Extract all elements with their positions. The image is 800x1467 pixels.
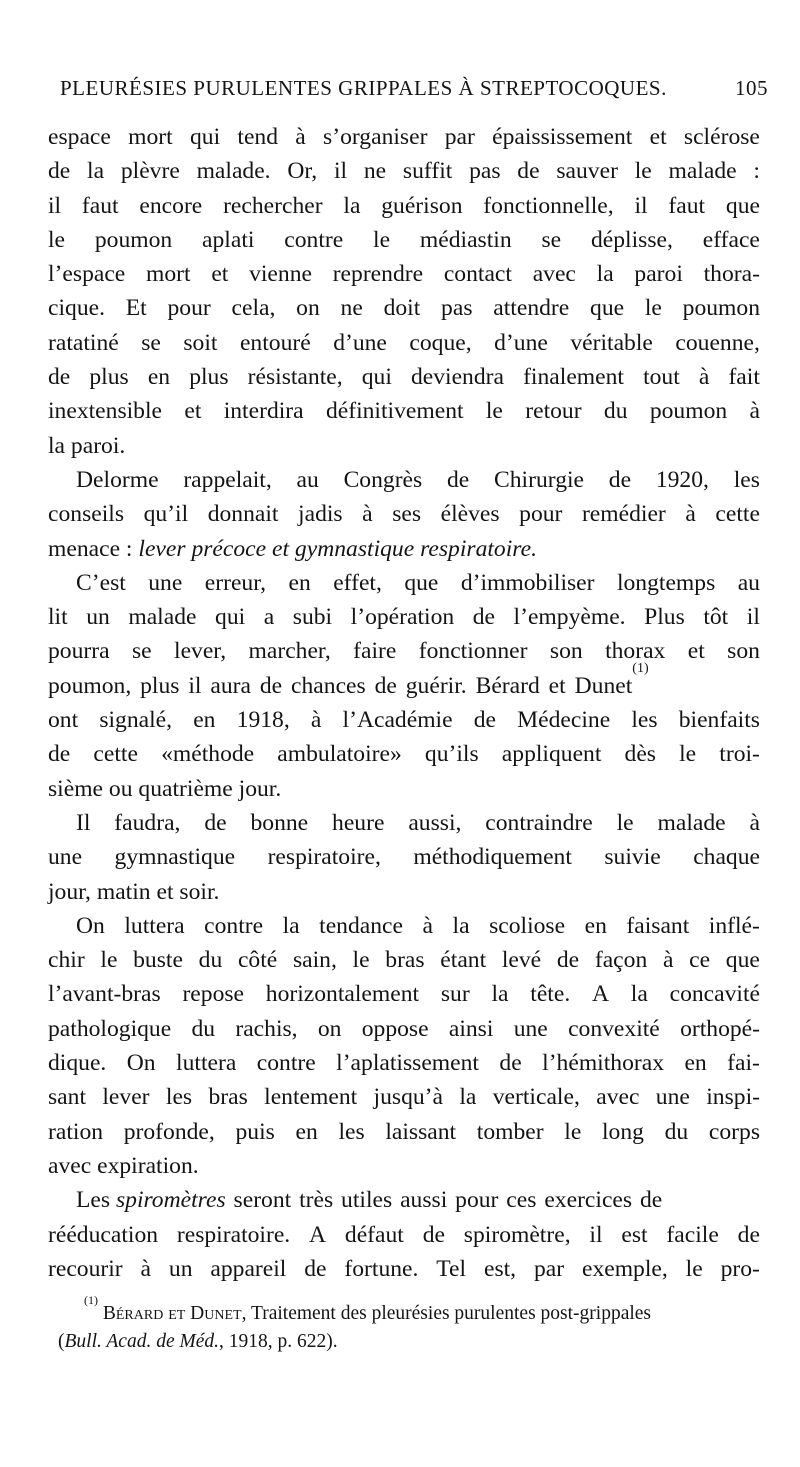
running-header	[60, 76, 768, 101]
footnote-text: , Traitement des pleurésies purulentes post-grippales	[241, 1303, 652, 1324]
footnote-line	[58, 1328, 766, 1356]
text-line: la paroi.	[48, 432, 126, 459]
text-line: rééducation respiratoire. A défaut de spiromètre, il est facile de	[48, 1221, 760, 1248]
text-line	[48, 660, 760, 703]
text-line: jour, matin et soir.	[48, 878, 220, 905]
text-line: On luttera contre la tendance à la scoliose en faisant inflé-	[76, 912, 760, 939]
text-line: pourra se lever, marcher, faire fonctionner son thorax et son	[48, 638, 760, 665]
text-line: inextensible et interdira définitivement le retour du poumon à	[48, 398, 760, 425]
text-line: ration profonde, puis en les laissant tomber le long du corps	[48, 1118, 760, 1145]
footnote-authors: Bérard et Dunet	[102, 1303, 242, 1324]
text-line: conseils qu’il donnait jadis à ses élèves pour remédier à cette	[48, 501, 760, 528]
footnote-reference: (1)	[632, 660, 649, 676]
text-line: Delorme rappelait, au Congrès de Chirurgie de 1920, les	[76, 466, 760, 493]
text-line: sant lever les bras lentement jusqu’à la verticale, avec une inspi-	[48, 1084, 760, 1111]
text-line: dique. On luttera contre l’aplatissement de l’hémithorax en fai-	[48, 1050, 760, 1077]
running-title: PLEURÉSIES PURULENTES GRIPPALES À STREPTOCOQUES.	[60, 76, 667, 100]
text-span: poumon, plus il aura de chances de guérir. Bérard et Dunet	[48, 672, 633, 699]
footnote-text: , 1918, p. 622).	[219, 1331, 338, 1352]
italic-word: spiromètres	[115, 1187, 226, 1214]
footnote-line	[58, 1293, 766, 1328]
text-line: l’espace mort et vienne reprendre contact avec la paroi thora-	[48, 261, 760, 288]
text-line: il faut encore rechercher la guérison fonctionnelle, il faut que	[48, 192, 760, 219]
journal-title: Bull. Acad. de Méd.	[64, 1331, 220, 1352]
text-line: l’avant-bras repose horizontalement sur la tête. A la concavité	[48, 981, 760, 1008]
footnote	[58, 1293, 766, 1356]
page-number: 105	[735, 76, 768, 100]
text-line: espace mort qui tend à s’organiser par épaississement et sclérose	[48, 124, 760, 150]
text-line: recourir à un appareil de fortune. Tel est, par exemple, le pro-	[48, 1255, 760, 1282]
text-line: Il faudra, de bonne heure aussi, contraindre le malade à	[76, 809, 760, 836]
text-line: de la plèvre malade. Or, il ne suffit pas de sauver le malade :	[48, 158, 760, 185]
italic-phrase: lever précoce et gymnastique respiratoire.	[138, 535, 537, 562]
text-span: Les	[76, 1187, 116, 1214]
text-line: lit un malade qui a subi l’opération de l’empyème. Plus tôt il	[48, 604, 760, 631]
text-line: ont signalé, en 1918, à l’Académie de Médecine les bienfaits	[48, 707, 760, 734]
text-line: sième ou quatrième jour.	[48, 775, 282, 802]
text-line	[48, 1183, 760, 1217]
text-span: seront très utiles aussi pour ces exercices de	[225, 1187, 663, 1214]
text-line: chir le buste du côté sain, le bras étant levé de façon à ce que	[48, 947, 760, 974]
text-line: une gymnastique respiratoire, méthodiquement suivie chaque	[48, 844, 760, 871]
text-line: de plus en plus résistante, qui deviendra finalement tout à fait	[48, 364, 760, 391]
text-line: le poumon aplati contre le médiastin se déplisse, efface	[48, 226, 760, 253]
text-line: de cette «méthode ambulatoire» qu’ils appliquent dès le troi-	[48, 741, 760, 768]
footnote-marker: (1)	[84, 1293, 98, 1307]
text-line	[48, 532, 760, 566]
main-text	[48, 120, 760, 1286]
text-line: pathologique du rachis, on oppose ainsi une convexité orthopé-	[48, 1015, 760, 1042]
text-line: avec expiration.	[48, 1152, 199, 1179]
text-line: C’est une erreur, en effet, que d’immobiliser longtemps au	[76, 569, 760, 596]
footnote-text: (	[58, 1331, 65, 1352]
text-span: menace :	[48, 535, 139, 562]
text-line: ratatiné se soit entouré d’une coque, d’une véritable couenne,	[48, 329, 760, 356]
text-line: cique. Et pour cela, on ne doit pas attendre que le poumon	[48, 295, 760, 322]
